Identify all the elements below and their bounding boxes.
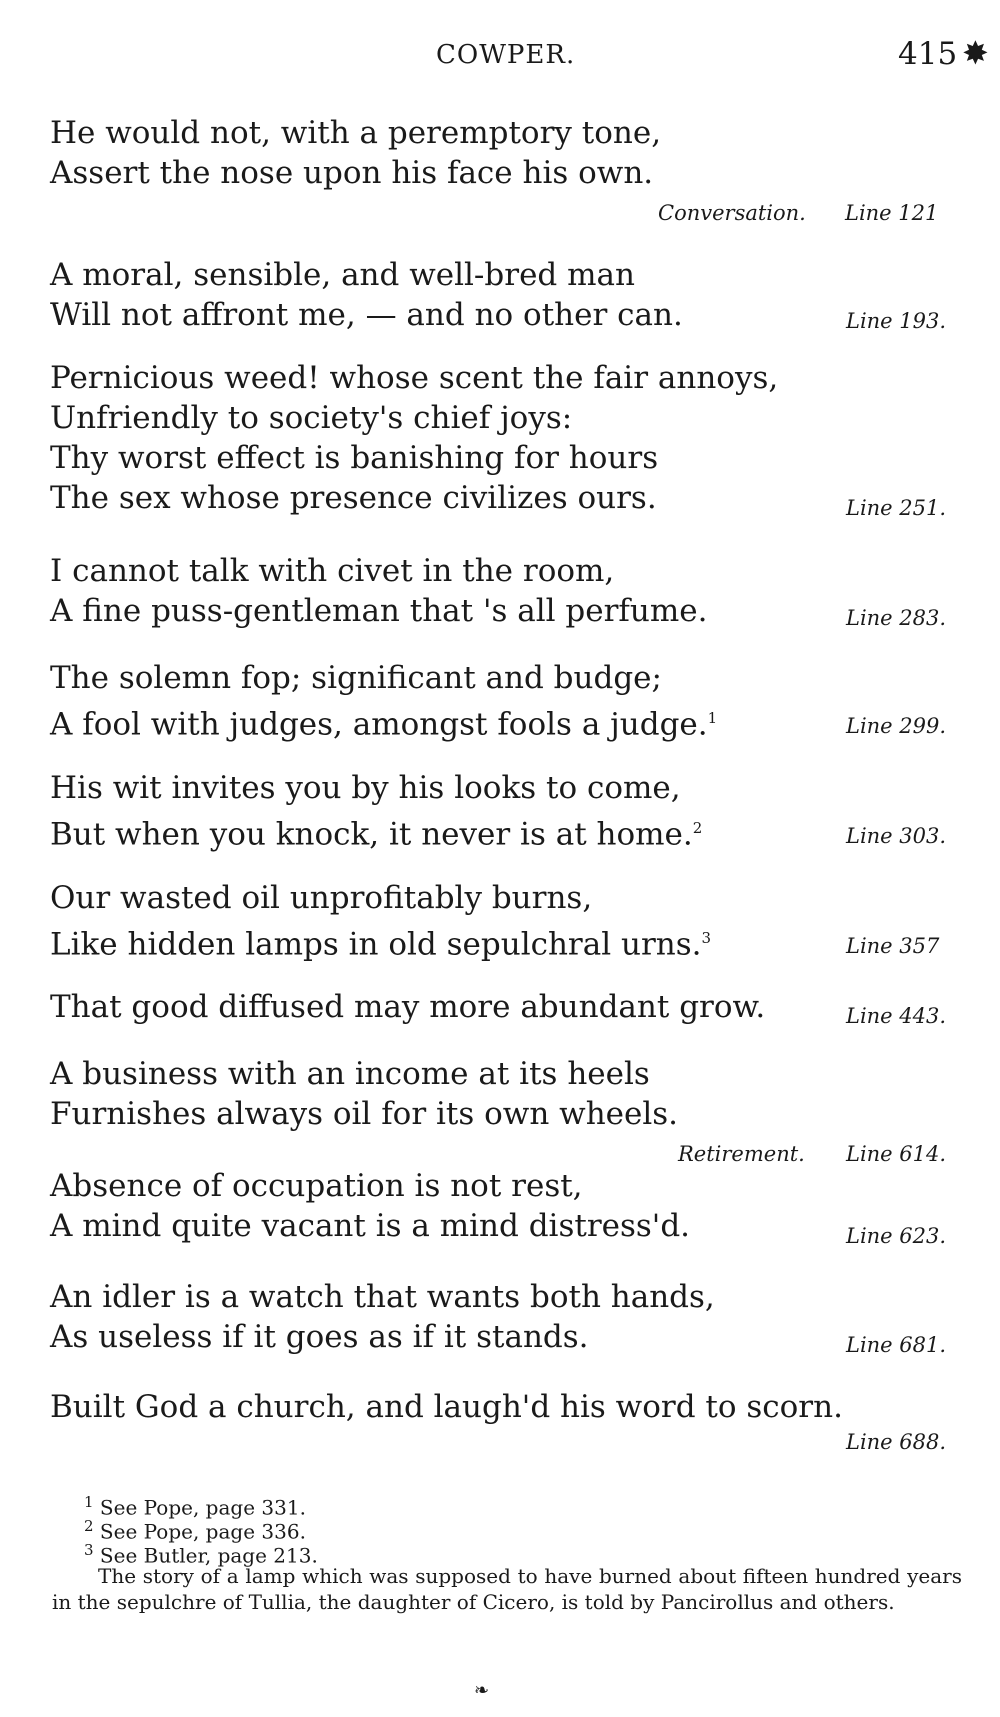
verse-line: Assert the nose upon his face his own. bbox=[50, 155, 654, 191]
verse-line bbox=[50, 698, 717, 744]
footnote-number: 3 bbox=[84, 1541, 94, 1559]
verse-line: Will not affront me, — and no other can. bbox=[50, 297, 683, 333]
verse-line: Unfriendly to society's chief joys: bbox=[50, 400, 573, 436]
page-number: 415 bbox=[898, 36, 958, 72]
verse-line: A fine puss-gentleman that 's all perfume. bbox=[50, 593, 708, 629]
verse-line: Absence of occupation is not rest, bbox=[50, 1168, 583, 1204]
page-header bbox=[0, 34, 1000, 80]
line-reference: Line 623. bbox=[846, 1224, 947, 1248]
verse-line: A mind quite vacant is a mind distress'd. bbox=[50, 1208, 691, 1244]
verse-line: A business with an income at its heels bbox=[50, 1056, 650, 1092]
verse-line: Thy worst effect is banishing for hours bbox=[50, 440, 659, 476]
footnote-text: See Pope, page 331. bbox=[99, 1495, 306, 1520]
verse-line: As useless if it goes as if it stands. bbox=[50, 1319, 589, 1355]
verse-line: Pernicious weed! whose scent the fair annoys, bbox=[50, 360, 779, 396]
verse-line: I cannot talk with civet in the room, bbox=[50, 553, 615, 589]
verse-text: Like hidden lamps in old sepulchral urns. bbox=[50, 926, 702, 963]
line-reference: Line 688. bbox=[846, 1430, 947, 1454]
verse-line: Built God a church, and laugh'd his word to scorn. bbox=[50, 1389, 843, 1425]
source-title: Conversation. bbox=[658, 201, 806, 225]
line-reference: Line 303. bbox=[846, 824, 947, 848]
verse-line bbox=[50, 808, 702, 854]
verse-line: Furnishes always oil for its own wheels. bbox=[50, 1096, 679, 1132]
line-reference: Line 193. bbox=[846, 309, 947, 333]
running-head: COWPER. bbox=[436, 40, 576, 70]
verse-line bbox=[50, 918, 711, 964]
line-reference: Line 299. bbox=[846, 714, 947, 738]
line-reference: Line 251. bbox=[846, 496, 947, 520]
line-reference: Line 681. bbox=[846, 1333, 947, 1357]
footnote-marker: 2 bbox=[692, 819, 703, 837]
verse-line: That good diffused may more abundant grow. bbox=[50, 989, 766, 1025]
verse-line: An idler is a watch that wants both hands, bbox=[50, 1279, 715, 1315]
verse-line: A moral, sensible, and well-bred man bbox=[50, 257, 635, 293]
footnote-text: See Pope, page 336. bbox=[99, 1519, 306, 1544]
verse-line: The sex whose presence civilizes ours. bbox=[50, 480, 657, 516]
source-title: Retirement. bbox=[678, 1142, 805, 1166]
line-reference: Line 283. bbox=[846, 606, 947, 630]
line-reference: Line 443. bbox=[846, 1004, 947, 1028]
printer-ornament-icon: ✸ bbox=[962, 34, 989, 72]
verse-line: The solemn fop; significant and budge; bbox=[50, 660, 662, 696]
footnote-paragraph: The story of a lamp which was supposed to have burned about fifteen hundred years in the sepulchre of Tullia, the daughter of Cicero, is told by Pancirollus and others. bbox=[52, 1564, 962, 1614]
verse-text: But when you knock, it never is at home. bbox=[50, 816, 693, 853]
tailpiece-ornament-icon: ❧ bbox=[474, 1680, 490, 1701]
footnote-number: 1 bbox=[84, 1493, 94, 1511]
footnote-number: 2 bbox=[84, 1517, 94, 1535]
verse-line: His wit invites you by his looks to come, bbox=[50, 770, 681, 806]
verse-line: Our wasted oil unprofitably burns, bbox=[50, 880, 593, 916]
line-reference: Line 121 bbox=[845, 201, 939, 225]
footnote-text: See Butler, page 213. bbox=[99, 1543, 318, 1568]
footnote-marker: 1 bbox=[707, 709, 718, 727]
verse-text: A fool with judges, amongst fools a judge. bbox=[50, 706, 708, 743]
footnote-marker: 3 bbox=[701, 929, 712, 947]
verse-line: He would not, with a peremptory tone, bbox=[50, 115, 662, 151]
line-reference: Line 357 bbox=[846, 934, 940, 958]
line-reference: Line 614. bbox=[846, 1142, 947, 1166]
